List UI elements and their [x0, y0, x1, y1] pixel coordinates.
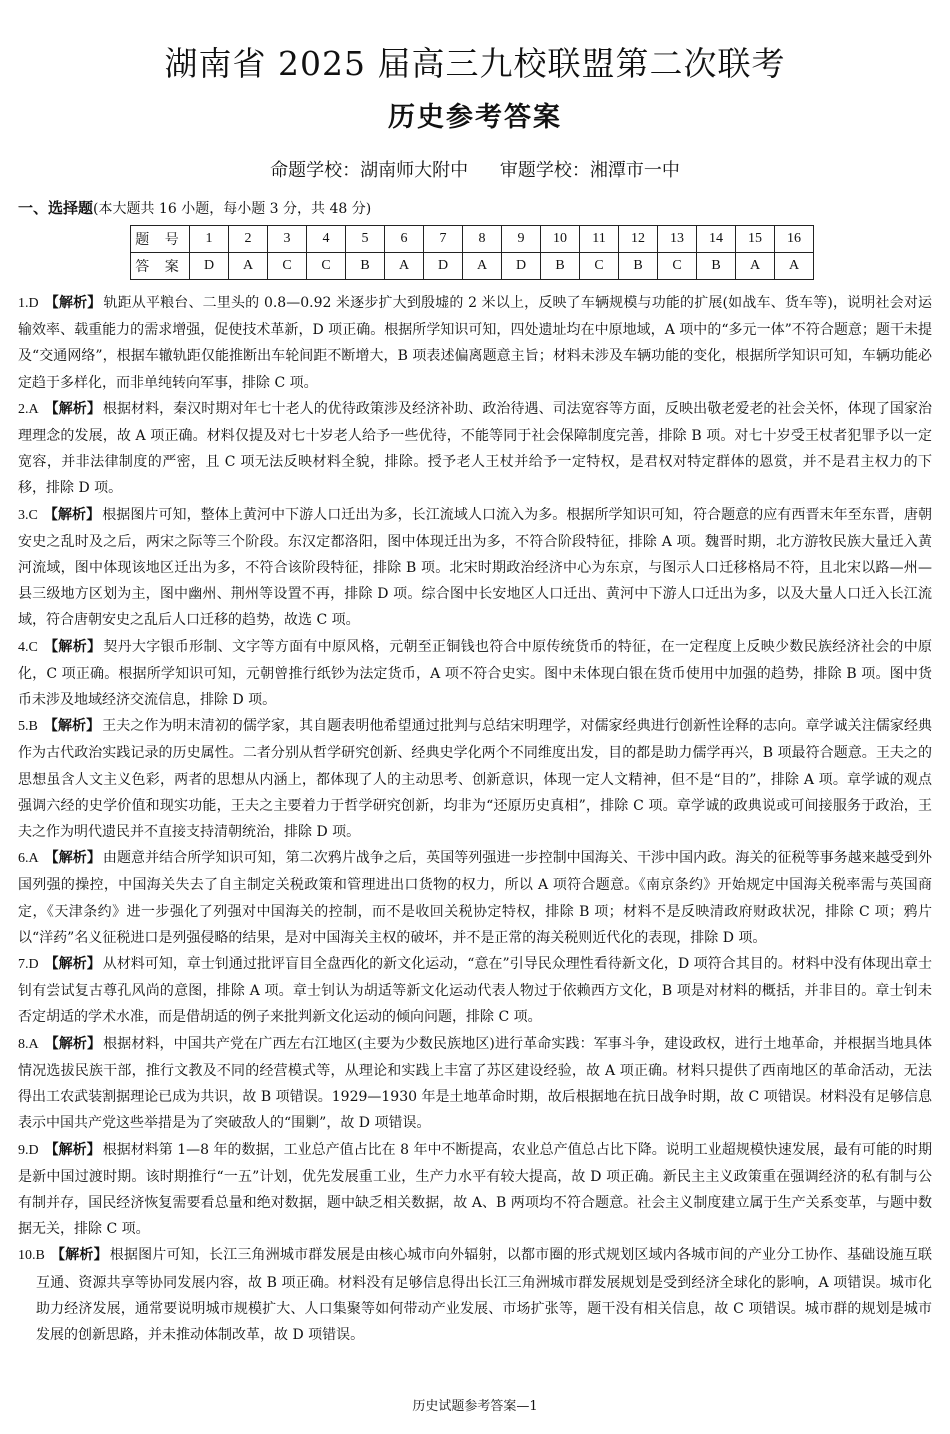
answer-cell: C	[307, 253, 346, 280]
item-text: 轨距从平粮台、二里头的 0.8—0.92 米逐步扩大到殷墟的 2 米以上，反映了车辆规模与功能的扩展(如战车、货车等)，说明社会对运输效率、载重能力的需求增强，促使技术革新，D 项正确。根据所学知识可知，四处遗址均在中原地域，A 项中的“多元一体”不符合题意；题干未提及“交通网络”，根据车辙轨距仅能推断出车轮间距不断增大，B 项表述偏离题意主旨；材料未涉及车辆功能的变化，根据所学知识可知，车辆功能必定趋于多样化，而非单纯转向军事，排除 C 项。	[18, 295, 932, 391]
item-number: 10.B	[18, 1248, 45, 1264]
analysis-tag: 【解析】	[44, 1035, 102, 1052]
answer-cell: A	[736, 253, 775, 280]
question-number: 5	[346, 226, 385, 253]
analysis-item-8	[18, 1031, 932, 1137]
analysis-item-5	[18, 713, 932, 845]
item-number: 9.D	[18, 1142, 39, 1158]
item-number: 1.D	[18, 296, 39, 311]
question-number: 14	[697, 226, 736, 253]
answer-cell: C	[580, 253, 619, 280]
item-text: 根据材料，秦汉时期对年七十老人的优待政策涉及经济补助、政治待遇、司法宽容等方面，反映出敬老爱老的社会关怀，体现了国家治理理念的发展，故 A 项正确。材料仅提及对七十岁老人给予一些优待，不能等同于社会保障制度完善，排除 B 项。对七十岁受王杖者犯罪予以一定宽容，并非法律制度的严密，且 C 项无法反映材料全貌，排除。授予老人王杖并给予一定特权，是君权对特定群体的恩赏，并不是君主权力的下移，排除 D 项。	[18, 400, 933, 497]
analysis-tag: 【解析】	[43, 638, 102, 655]
item-text: 由题意并结合所学知识可知，第二次鸦片战争之后，英国等列强进一步控制中国海关、干涉中国内政。海关的征税等事务越来越受到外国列强的操控，中国海关失去了自主制定关税政策和管理进出口货物的权力，所以 A 项符合题意。《南京条约》开始规定中国海关税率需与英国商定，《天津条约》进一步强化了列强对中国海关的控制，而不是收回关税协定特权，排除 B 项；材料不是反映清政府财政状况，排除 C 项；鸦片以“洋药”名义征税进口是列强侵略的结果，是对中国海关主权的破坏，并不是正常的海关税则近代化的表现，排除 D 项。	[18, 850, 933, 946]
question-number-row	[131, 226, 814, 253]
analysis-tag: 【解析】	[50, 1247, 108, 1264]
analysis-tag: 【解析】	[44, 400, 101, 417]
proposer-school: 命题学校：湖南师大附中	[270, 160, 469, 181]
answer-cell: C	[658, 253, 697, 280]
row-label-answer: 答 案	[131, 253, 190, 280]
page-title: 湖南省 2025 届高三九校联盟第二次联考	[164, 44, 786, 83]
answer-cell: A	[385, 253, 424, 280]
school-info	[18, 158, 932, 184]
question-number: 8	[463, 226, 502, 253]
answer-cell: B	[697, 253, 736, 280]
question-number: 11	[580, 226, 619, 253]
analysis-list	[18, 290, 932, 1348]
item-number: 7.D	[18, 957, 39, 973]
question-number: 4	[307, 226, 346, 253]
question-number: 6	[385, 226, 424, 253]
question-number: 9	[502, 226, 541, 253]
analysis-tag: 【解析】	[44, 850, 101, 867]
row-label-number: 题 号	[131, 226, 190, 253]
answer-cell: D	[190, 253, 229, 280]
item-number: 4.C	[18, 639, 38, 655]
question-number: 7	[424, 226, 463, 253]
item-number: 2.A	[18, 401, 39, 417]
answer-cell: B	[541, 253, 580, 280]
answer-cell: B	[346, 253, 385, 280]
analysis-item-3	[18, 502, 932, 634]
answer-table	[130, 225, 814, 280]
answer-cell: D	[424, 253, 463, 280]
item-number: 8.A	[18, 1036, 39, 1052]
analysis-item-9	[18, 1137, 932, 1243]
item-number: 5.B	[18, 719, 38, 735]
question-number: 13	[658, 226, 697, 253]
item-text: 根据图片可知，整体上黄河中下游人口迁出为多，长江流域人口流入为多。根据所学知识可知，符合题意的应有西晋末年至东晋，唐朝安史之乱时及之后，两宋之际等三个阶段。东汉定都洛阳，图中体现迁出为多，不符合阶段特征，排除 A 项。魏晋时期，北方游牧民族大量迁入黄河流域，图中体现该地区迁出为多，不符合该阶段特征，排除 B 项。北宋时期政治经济中心为东京，与图示人口迁移格局不符，且北宋以路—州—县三级地方区划为主，图中幽州、荆州等设置不再，排除 D 项。综合图中长安地区人口迁出、黄河中下游人口迁出为多，以及大量人口迁入长江流域，符合唐朝安史之乱后人口迁移的趋势，故选 C 项。	[18, 506, 933, 629]
analysis-tag: 【解析】	[44, 956, 101, 973]
section-heading	[18, 198, 932, 219]
reviewer-school: 审题学校：湘潭市一中	[499, 160, 680, 181]
analysis-tag: 【解析】	[44, 295, 102, 311]
page-footer: 历史试题参考答案—1	[412, 1399, 538, 1414]
question-number: 3	[268, 226, 307, 253]
section-note: (本大题共 16 小题，每小题 3 分，共 48 分)	[93, 201, 372, 217]
item-number: 3.C	[18, 507, 38, 523]
analysis-tag: 【解析】	[43, 718, 101, 735]
item-number: 6.A	[18, 851, 39, 867]
answer-cell: D	[502, 253, 541, 280]
page-subtitle: 历史参考答案	[388, 102, 562, 133]
analysis-item-10	[18, 1242, 932, 1348]
analysis-tag: 【解析】	[43, 506, 101, 523]
question-number: 16	[775, 226, 814, 253]
answer-cell: C	[268, 253, 307, 280]
analysis-tag: 【解析】	[44, 1141, 101, 1158]
analysis-item-2	[18, 396, 932, 502]
item-text: 根据图片可知，长江三角洲城市群发展是由核心城市向外辐射，以都市圈的形式规划区域内各城市间的产业分工协作、基础设施互联互通、资源共享等协同发展内容，故 B 项正确。材料没有足够信息得出长江三角洲城市群发展规划是受到经济全球化的影响，A 项错误。城市化助力经济发展，通常要说明城市规模扩大、人口集聚等如何带动产业发展、市场扩张等，题干没有相关信息，故 C 项错误。城市群的规划是城市发展的创新思路，并未推动体制改革，故 D 项错误。	[36, 1247, 933, 1343]
answer-cell: A	[463, 253, 502, 280]
answer-row	[131, 253, 814, 280]
question-number: 1	[190, 226, 229, 253]
analysis-item-7	[18, 951, 932, 1031]
question-number: 10	[541, 226, 580, 253]
item-text: 从材料可知，章士钊通过批评盲目全盘西化的新文化运动，“意在”引导民众理性看待新文化，D 项符合其目的。材料中没有体现出章士钊有尝试复古尊孔风尚的意图，排除 A 项。章士钊认为胡适等新文化运动代表人物过于依赖西方文化，B 项是对材料的概括，并非目的。章士钊未否定胡适的学术水准，而是借胡适的例子来批判新文化运动的倾向问题，排除 C 项。	[18, 956, 932, 1026]
question-number: 2	[229, 226, 268, 253]
item-text: 王夫之作为明末清初的儒学家，其自题表明他希望通过批判与总结宋明理学，对儒家经典进行创新性诠释的志向。章学诚关注儒家经典作为古代政治实践记录的历史属性。二者分别从哲学研究创新、经典史学化两个不同维度出发，目的都是助力儒学再兴，B 项最符合题意。王夫之的思想虽含人文主义色彩，两者的思想从内涵上，都体现了人的主动思考、创新意识，体现一定人文精神，但不是“目的”，排除 A 项。章学诚的观点强调六经的史学价值和现实功能，王夫之主要着力于哲学研究创新，均非为“还原历史真相”，排除 C 项。章学诚的政典说或可间接服务于政治，王夫之作为明代遗民并不直接支持清朝统治，排除 D 项。	[18, 718, 933, 841]
question-number: 15	[736, 226, 775, 253]
analysis-item-4	[18, 634, 932, 714]
question-number: 12	[619, 226, 658, 253]
analysis-item-1	[18, 290, 932, 396]
item-text: 根据材料第 1—8 年的数据，工业总产值占比在 8 年中不断提高，农业总产值总占比下降。说明工业超规模快速发展，最有可能的时期是新中国过渡时期。该时期推行“一五”计划，优先发展重工业，生产力水平有较大提高，故 D 项正确。新民主主义政策重在强调经济的私有制与公有制并存，国民经济恢复需要看总量和绝对数据，题中缺乏相关数据，故 A、B 两项均不符合题意。社会主义制度建立属于生产关系变革，与题中数据无关，排除 C 项。	[18, 1141, 932, 1238]
answer-cell: A	[229, 253, 268, 280]
section-title: 一、选择题	[18, 199, 94, 217]
item-text: 根据材料，中国共产党在广西左右江地区(主要为少数民族地区)进行革命实践：军事斗争，建设政权，进行土地革命，并根据当地具体情况选拔民族干部，推行文教及不同的经营模式等，从理论和实践上丰富了苏区建设经验，故 A 项正确。材料只提供了西南地区的革命活动，无法得出工农武装割据理论已成为共识，故 B 项错误。1929—1930 年是土地革命时期，故后根据地在抗日战争时期，故 C 项错误。材料没有足够信息表示中国共产党这些举措是为了突破敌人的“围剿”，故 D 项错误。	[18, 1035, 933, 1132]
item-text: 契丹大字银币形制、文字等方面有中原风格，元朝至正铜钱也符合中原传统货币的特征，在一定程度上反映少数民族经济社会的中原化，C 项正确。根据所学知识可知，元朝曾推行纸钞为法定货币，A 项不符合史实。图中未体现白银在货币使用中加强的趋势，排除 B 项。图中货币未涉及地域经济交流信息，排除 D 项。	[18, 638, 933, 709]
analysis-item-6	[18, 845, 932, 951]
answer-cell: B	[619, 253, 658, 280]
answer-cell: A	[775, 253, 814, 280]
